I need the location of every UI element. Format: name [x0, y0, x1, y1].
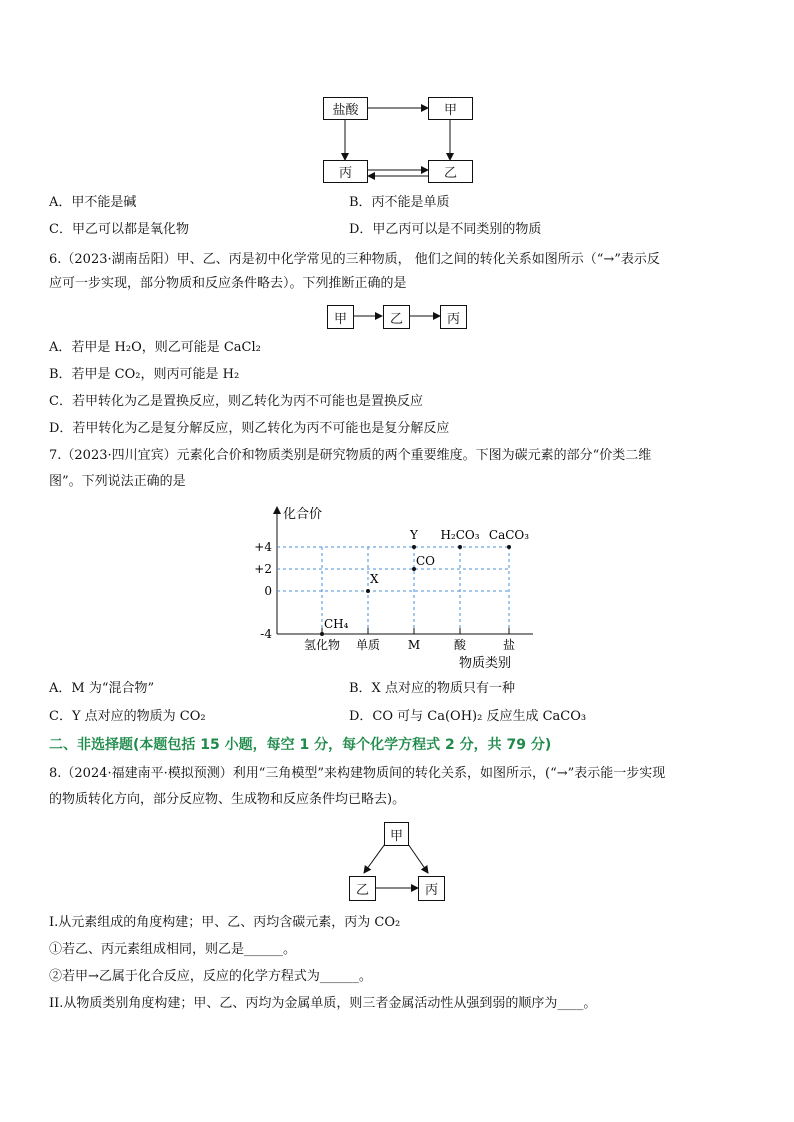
q7-point-label: CO	[416, 554, 436, 568]
q5-option-a: A．甲不能是碱	[49, 195, 137, 210]
q7-x-axis-label: 物质类别	[459, 656, 512, 671]
q7-option-b: B．X 点对应的物质只有一种	[349, 681, 515, 696]
q6-box-jia: 甲	[327, 305, 354, 329]
q7-option-c: C．Y 点对应的物质为 CO₂	[49, 709, 206, 724]
q7-grid	[277, 547, 509, 634]
q7-point	[507, 545, 511, 549]
q7-stem-line2: 图”。下列说法正确的是	[49, 474, 186, 489]
q8-sub-question-1: ①若乙、丙元素组成相同，则乙是______。	[49, 942, 297, 957]
q7-option-a: A．M 为“混合物”	[49, 681, 155, 696]
q8-sub-question-2: ②若甲→乙属于化合反应，反应的化学方程式为______。	[49, 969, 372, 984]
q7-y-tick-label: +2	[254, 562, 272, 576]
q5-box-yi: 乙	[428, 160, 473, 183]
q7-x-ticks	[304, 628, 515, 652]
q6-option-a: A．若甲是 H₂O，则乙可能是 CaCl₂	[49, 340, 261, 355]
q7-point-label: Y	[410, 528, 418, 542]
q7-x-tick-label: 盐	[502, 638, 516, 652]
q7-y-tick-label: -4	[260, 627, 272, 641]
q7-x-tick-label: 单质	[355, 638, 381, 652]
q7-point-label: CH₄	[324, 617, 349, 631]
q7-stem-line1: 7.（2023·四川宜宾）元素化合价和物质类别是研究物质的两个重要维度。下图为碳元素的部分“价类二维	[49, 448, 652, 463]
q8-box-yi: 乙	[349, 876, 376, 901]
q6-stem-line2: 应可一步实现，部分物质和反应条件略去）。下列推断正确的是	[49, 276, 407, 291]
q7-x-tick-label: 氢化物	[303, 638, 341, 652]
q7-points	[320, 528, 529, 636]
q5-option-c: C．甲乙可以都是氧化物	[49, 222, 189, 237]
q7-point	[458, 545, 462, 549]
q5-option-b: B．丙不能是单质	[349, 195, 450, 210]
q8-part-1: I.从元素组成的角度构建；甲、乙、丙均含碳元素，丙为 CO₂	[49, 915, 401, 930]
q8-arrow-jia-to-bing	[408, 844, 428, 873]
q8-arrow-jia-to-yi	[364, 844, 385, 873]
q7-point-label: X	[370, 572, 379, 586]
q8-stem-line1: 8.（2024·福建南平·模拟预测）利用“三角模型”来构建物质间的转化关系，如图所示，(“→”表示能一步实现	[49, 766, 666, 781]
q8-stem-line2: 的物质转化方向，部分反应物、生成物和反应条件均已略去)。	[49, 792, 406, 807]
q7-point-label: CaCO₃	[488, 528, 530, 542]
q5-option-d: D．甲乙丙可以是不同类别的物质	[349, 222, 542, 237]
q6-stem-line1: 6.（2023·湖南岳阳）甲、乙、丙是初中化学常见的三种物质， 他们之间的转化关系如图所示（“→”表示反	[49, 252, 660, 267]
q7-point-label: H₂CO₃	[440, 528, 480, 542]
q6-option-c: C．若甲转化为乙是置换反应，则乙转化为丙不可能也是置换反应	[49, 394, 423, 409]
q5-box-bing: 丙	[323, 160, 368, 183]
q7-option-d: D．CO 可与 Ca(OH)₂ 反应生成 CaCO₃	[349, 709, 587, 724]
q6-option-b: B．若甲是 CO₂，则丙可能是 H₂	[49, 367, 240, 382]
q7-x-tick-label: 酸	[453, 638, 467, 652]
q7-y-tick-label: +4	[254, 540, 272, 554]
q5-box-hcl: 盐酸	[323, 97, 368, 120]
q8-part-2: II.从物质类别角度构建；甲、乙、丙均为金属单质，则三者金属活动性从强到弱的顺序为____。	[49, 996, 597, 1011]
q8-box-bing: 丙	[418, 876, 445, 901]
q8-box-jia: 甲	[384, 822, 409, 846]
q7-y-ticks	[254, 540, 272, 641]
q6-option-d: D．若甲转化为乙是复分解反应，则乙转化为丙不可能也是复分解反应	[49, 421, 450, 436]
q5-box-jia: 甲	[428, 97, 473, 120]
q7-point	[412, 545, 416, 549]
q7-y-axis-label: 化合价	[283, 507, 323, 522]
q7-x-tick-label: M	[407, 638, 421, 652]
q7-point	[320, 632, 324, 636]
section-2-heading: 二、非选择题(本题包括 15 小题，每空 1 分，每个化学方程式 2 分，共 79 分)	[49, 737, 552, 753]
q7-y-tick-label: 0	[264, 584, 272, 598]
q6-box-bing: 丙	[440, 305, 467, 329]
q7-point	[366, 589, 370, 593]
q6-box-yi: 乙	[383, 305, 410, 329]
